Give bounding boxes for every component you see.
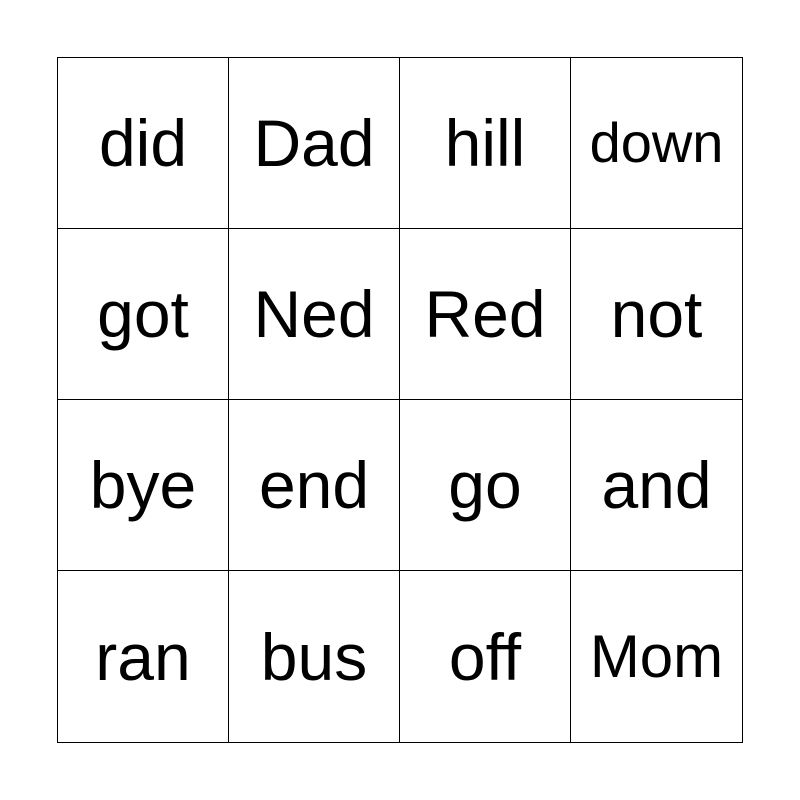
bingo-cell-r3c3[interactable]: go [400,400,571,571]
bingo-cell-r2c3[interactable]: Red [400,229,571,400]
bingo-cell-r4c2[interactable]: bus [229,571,400,742]
bingo-cell-r1c3[interactable]: hill [400,58,571,229]
bingo-cell-r2c1[interactable]: got [58,229,229,400]
bingo-cell-r1c1[interactable]: did [58,58,229,229]
bingo-cell-r2c2[interactable]: Ned [229,229,400,400]
bingo-cell-r4c3[interactable]: off [400,571,571,742]
bingo-cell-r1c2[interactable]: Dad [229,58,400,229]
bingo-board [57,57,743,743]
bingo-cell-r4c4[interactable]: Mom [589,622,724,690]
bingo-cell-r3c2[interactable]: end [229,400,400,571]
bingo-cell-r3c1[interactable]: bye [58,400,229,571]
bingo-cell-r3c4[interactable]: and [571,400,742,571]
bingo-cell-r2c4[interactable]: not [571,229,742,400]
bingo-cell-r4c1[interactable]: ran [58,571,229,742]
bingo-cell-r1c4[interactable]: down [571,58,742,229]
